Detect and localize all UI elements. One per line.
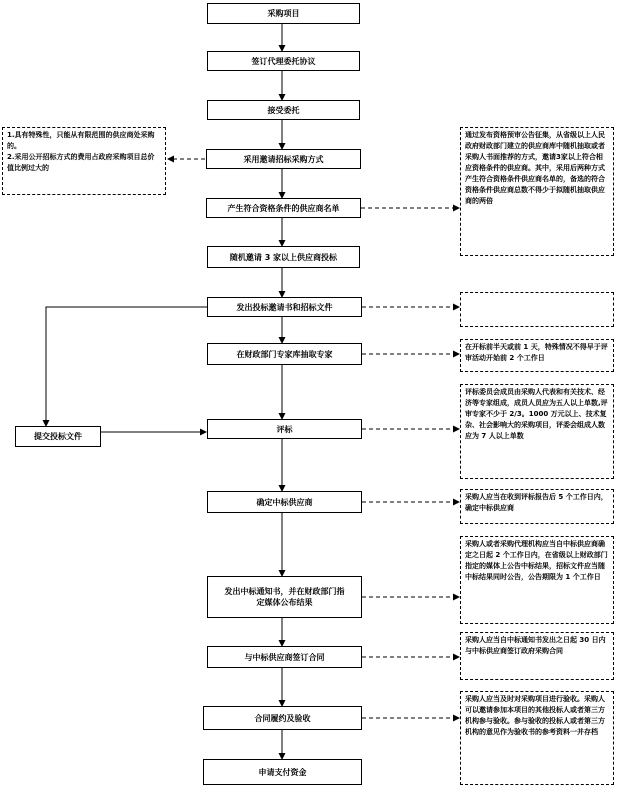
step-invitation-tender-method: 采用邀请招标采购方式 — [206, 149, 361, 169]
step-apply-payment: 申请支付资金 — [203, 759, 362, 785]
step-evaluate-bids: 评标 — [207, 419, 362, 439]
step-issue-invitation-and-documents: 发出投标邀请书和招标文件 — [207, 297, 362, 317]
note-evaluation-committee: 评标委员会成员由采购人代表和有关技术、经济等专家组成，成员人员应为五人以上单数,评审专家不少于 2/3。1000 万元以上、技术复杂、社会影响大的采购项目，评委会组成人数应为 7 人以上单数 — [460, 384, 614, 479]
step-determine-winner: 确定中标供应商 — [207, 491, 362, 513]
note-winner-deadline: 采购人应当在收到评标报告后 5 个工作日内，确定中标供应商 — [460, 489, 614, 524]
step-qualified-supplier-list: 产生符合资格条件的供应商名单 — [206, 198, 361, 218]
step-sign-agency-agreement: 签订代理委托协议 — [207, 51, 360, 71]
note-acceptance: 采购人应当及时对采购项目进行验收。采购人可以邀请参加本项目的其他投标人或者第三方机构参与验收。参与验收的投标人或者第三方机构的意见作为验收书的参考资料一并存档 — [460, 691, 614, 785]
note-empty — [460, 292, 614, 327]
step-invite-three-suppliers: 随机邀请 3 家以上供应商投标 — [207, 246, 360, 268]
note-expert-timing: 在开标前半天或前 1 天，特殊情况不得早于评审活动开始前 2 个工作日 — [460, 339, 614, 372]
step-issue-award-notice: 发出中标通知书，并在财政部门指定媒体公布结果 — [207, 576, 362, 618]
step-accept-commission: 接受委托 — [207, 100, 360, 120]
note-award-publication: 采购人或者采购代理机构应当自中标供应商确定之日起 2 个工作日内，在省级以上财政部门指定的媒体上公告中标结果，招标文件应当随中标结果同时公告，公告期限为 1 个工作日 — [460, 536, 614, 624]
note-supplier-list: 通过发布资格预审公告征集，从省级以上人民政府财政部门建立的供应商库中随机抽取或者采购人书面推荐的方式，邀请3家以上符合相应资格条件的供应商。其中，采用后两种方式产生符合资格条件供应商名单的，备选的符合资格条件供应商总数不得少于拟随机抽取供应商的两倍 — [460, 127, 614, 256]
step-sign-contract: 与中标供应商签订合同 — [207, 646, 362, 668]
step-contract-performance: 合同履约及验收 — [203, 706, 362, 730]
submit-bid-documents: 提交投标文件 — [15, 426, 101, 447]
step-draw-experts: 在财政部门专家库抽取专家 — [207, 343, 362, 365]
note-applicable-conditions: 1.具有特殊性，只能从有限范围的供应商处采购的。 2.采用公开招标方式的费用占政府采购项目总价值比例过大的 — [2, 127, 166, 195]
arrow-to-submit — [46, 307, 207, 426]
step-procurement-project: 采购项目 — [207, 3, 360, 24]
note-contract-deadline: 采购人应当自中标通知书发出之日起 30 日内与中标供应商签订政府采购合同 — [460, 632, 614, 680]
